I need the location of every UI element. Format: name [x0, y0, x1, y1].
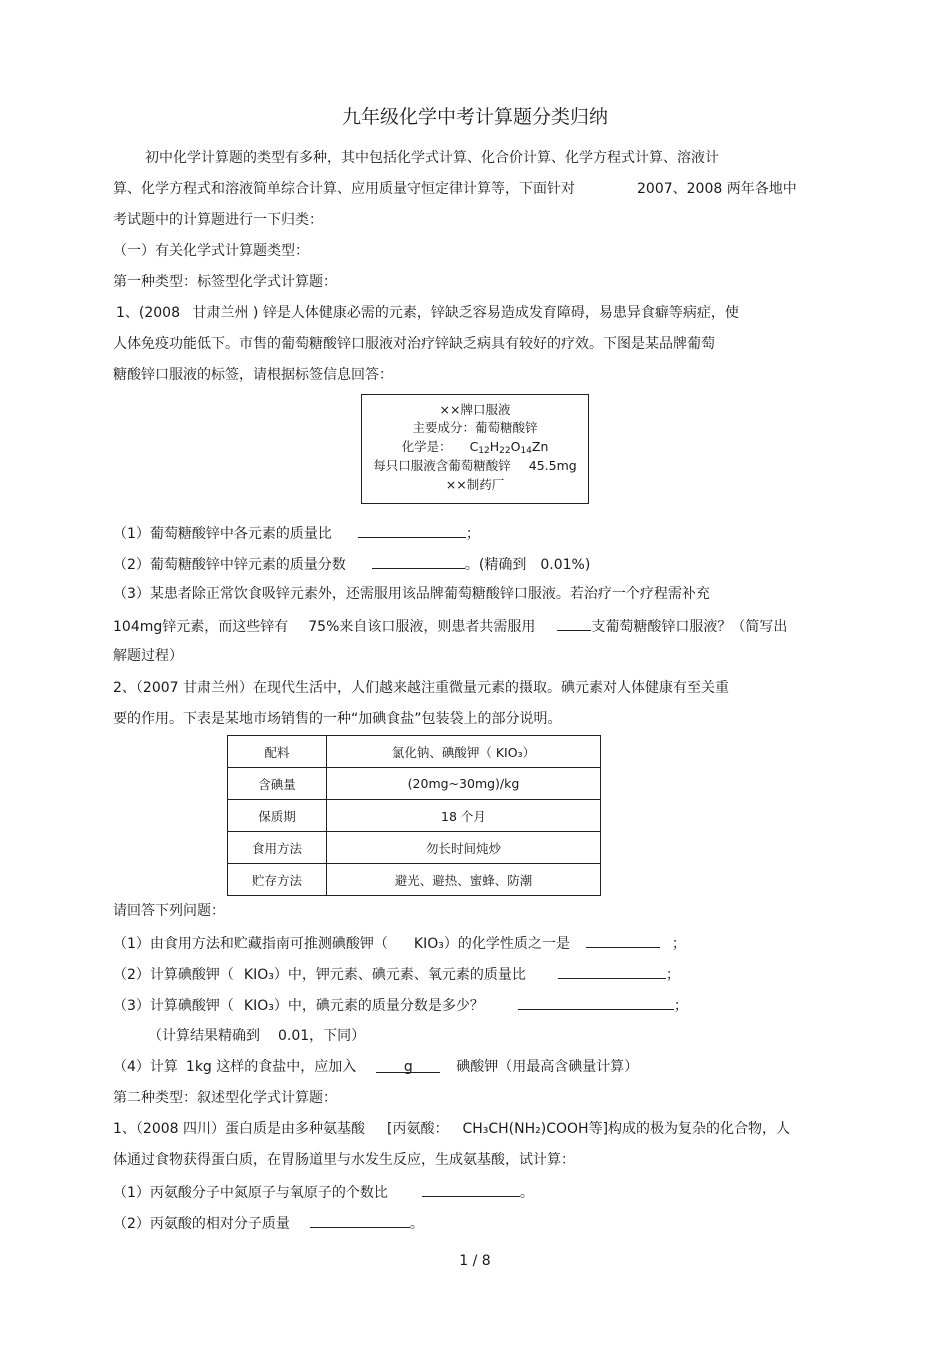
table-value: 避光、避热、蜜蜂、防潮 [327, 864, 601, 896]
q1-source: 甘肃兰州 [192, 305, 249, 321]
label-content-amount: 45.5mg [528, 458, 577, 473]
q1-part-2 [113, 553, 590, 575]
q1-part-1-text: （1）葡萄糖酸锌中各元素的质量比 [113, 526, 332, 542]
type-heading-2: 第二种类型：叙述型化学式计算题： [113, 1090, 337, 1106]
page-number: 1 / 8 [459, 1253, 491, 1269]
punctuation: ； [673, 998, 688, 1014]
table-key: 含碘量 [228, 768, 327, 800]
label-maker: ××制药厂 [445, 477, 505, 492]
q3-line-2: 体通过食物获得蛋白质，在胃肠道里与水发生反应，生成氨基酸，试计算： [113, 1152, 575, 1168]
salt-info-table [227, 735, 601, 896]
answer-blank[interactable] [372, 553, 465, 569]
table-key: 食用方法 [228, 832, 327, 864]
q1-part-3-line-2 [113, 615, 787, 637]
intro-line-2b: 2007、2008 两年各地中 [637, 181, 797, 197]
note-value: 0.01，下同） [278, 1028, 366, 1044]
q2-part-2 [113, 963, 680, 985]
q2-part-3-text-a: （3）计算碘酸钾（ [113, 998, 234, 1014]
q1-line-1 [116, 303, 739, 323]
q1-part-3-text-b: 75%来自该口服液，则患者共需服用 [308, 619, 536, 635]
punctuation: ； [671, 936, 686, 952]
q2-part-4-text-c: 碘酸钾（用最高含碘量计算） [456, 1059, 639, 1075]
q2-line-2: 要的作用。下表是某地市场销售的一种“加碘食盐”包装袋上的部分说明。 [113, 711, 562, 727]
table-value: (20mg~30mg)/kg [327, 768, 601, 800]
answer-blank[interactable] [310, 1212, 410, 1228]
q2-part-4-text-b: 1kg 这样的食盐中，应加入 [185, 1059, 357, 1075]
q3-text-d: 构成的极为复杂的化合物，人 [608, 1121, 791, 1137]
type-heading-1: 第一种类型：标签型化学式计算题： [113, 274, 337, 290]
q1-part-3-text-a: 104mg锌元素，而这些锌有 [113, 619, 289, 635]
q2-part-1 [113, 932, 686, 954]
q2-part-3 [113, 994, 688, 1016]
q1-part-3-line-1: （3）某患者除正常饮食吸锌元素外，还需服用该品牌葡萄糖酸锌口服液。若治疗一个疗程需补充 [113, 586, 710, 602]
q1-part-3-text-c: 支葡萄糖酸锌口服液？（简写出 [591, 619, 788, 635]
q3-part-1 [113, 1181, 534, 1203]
q3-line-1 [113, 1119, 790, 1139]
q3-text-a: 1、（2008 四川）蛋白质是由多种氨基酸 [113, 1121, 365, 1137]
label-content [362, 457, 588, 475]
q1-number: 1、(2008 [116, 305, 180, 321]
punctuation: 。 [409, 1216, 424, 1232]
q2-part-4-text-a: （4）计算 [113, 1059, 178, 1075]
precision-value: 0.01%) [540, 557, 591, 573]
table-row [228, 832, 601, 864]
q2-part-3-text-b: KIO₃）中，碘元素的质量分数是多少？ [243, 998, 484, 1014]
punctuation: ； [465, 526, 480, 542]
product-label [361, 394, 589, 504]
section-heading-1: （一）有关化学式计算题类型： [113, 243, 309, 259]
intro-line-2a: 算、化学方程式和溶液简单综合计算、应用质量守恒定律计算等，下面针对 [113, 181, 575, 197]
answer-blank[interactable] [358, 522, 466, 538]
table-value: 氯化钠、碘酸钾（ KIO₃） [327, 736, 601, 768]
table-value: 勿长时间炖炒 [327, 832, 601, 864]
intro-line-3: 考试题中的计算题进行一下归类： [113, 212, 323, 228]
table-value: 18 个月 [327, 800, 601, 832]
label-formula: $C_{12}H_{22}O_{14}Zn$ [469, 439, 549, 456]
page-title: 九年级化学中考计算题分类归纳 [341, 106, 608, 128]
table-row [228, 864, 601, 896]
answer-blank[interactable] [558, 963, 666, 979]
q1-line-2: 人体免疫功能低下。市售的葡萄糖酸锌口服液对治疗锌缺乏病具有较好的疗效。下图是某品牌葡萄 [113, 336, 715, 352]
unit-g: g [403, 1059, 413, 1075]
table-row [228, 768, 601, 800]
q3-part-2 [113, 1212, 424, 1234]
q2-part-4 [113, 1057, 638, 1077]
label-content-text: 每只口服液含葡萄糖酸锌 [373, 458, 511, 473]
table-key: 贮存方法 [228, 864, 327, 896]
q1-part-1 [113, 522, 480, 544]
answer-blank[interactable] [586, 932, 660, 948]
alanine-formula: CH₃CH(NH₂)COOH等] [462, 1121, 609, 1137]
precision-note: 。(精确到 [464, 557, 527, 573]
q1-line-3: 糖酸锌口服液的标签，请根据标签信息回答： [113, 367, 393, 383]
punctuation: 。 [519, 1185, 534, 1201]
q3-text-b: [丙氨酸： [387, 1121, 449, 1137]
note-text: （计算结果精确到 [148, 1028, 260, 1044]
q2-precision-note [148, 1026, 365, 1046]
intro-line-1: 初中化学计算题的类型有多种，其中包括化学式计算、化合价计算、化学方程式计算、溶液计 [145, 150, 719, 166]
q2-part-2-text-b: KIO₃）中，钾元素、碘元素、氧元素的质量比 [243, 967, 526, 983]
q1-part-2-text: （2）葡萄糖酸锌中锌元素的质量分数 [113, 557, 346, 573]
q1-part-3-line-3: 解题过程） [113, 648, 183, 664]
answer-blank[interactable] [422, 1181, 520, 1197]
answer-blank-grams[interactable] [376, 1057, 440, 1073]
q3-part-2-text: （2）丙氨酸的相对分子质量 [113, 1216, 290, 1232]
q2-part-1-text-a: （1）由食用方法和贮藏指南可推测碘酸钾（ [113, 936, 388, 952]
table-row [228, 736, 601, 768]
q3-part-1-text: （1）丙氨酸分子中氮原子与氧原子的个数比 [113, 1185, 388, 1201]
answer-blank[interactable] [557, 615, 591, 631]
table-key: 保质期 [228, 800, 327, 832]
label-formula-prefix: 化学是： [401, 439, 452, 454]
intro-line-2 [113, 179, 797, 199]
answer-blank[interactable] [518, 994, 674, 1010]
table-key: 配料 [228, 736, 327, 768]
q2-part-2-text-a: （2）计算碘酸钾（ [113, 967, 234, 983]
q1-text: ) 锌是人体健康必需的元素，锌缺乏容易造成发育障碍，易患异食癖等病症，使 [252, 305, 739, 321]
punctuation: ； [665, 967, 680, 983]
q2-line-1: 2、（2007 甘肃兰州）在现代生活中，人们越来越注重微量元素的摄取。碘元素对人体健康有至关重 [113, 680, 729, 696]
label-brand: ××牌口服液 [439, 402, 511, 417]
table-row [228, 800, 601, 832]
q2-part-1-text-b: KIO₃）的化学性质之一是 [413, 936, 570, 952]
label-ingredient: 主要成分：葡萄糖酸锌 [412, 420, 538, 435]
q2-intro: 请回答下列问题： [113, 903, 225, 919]
